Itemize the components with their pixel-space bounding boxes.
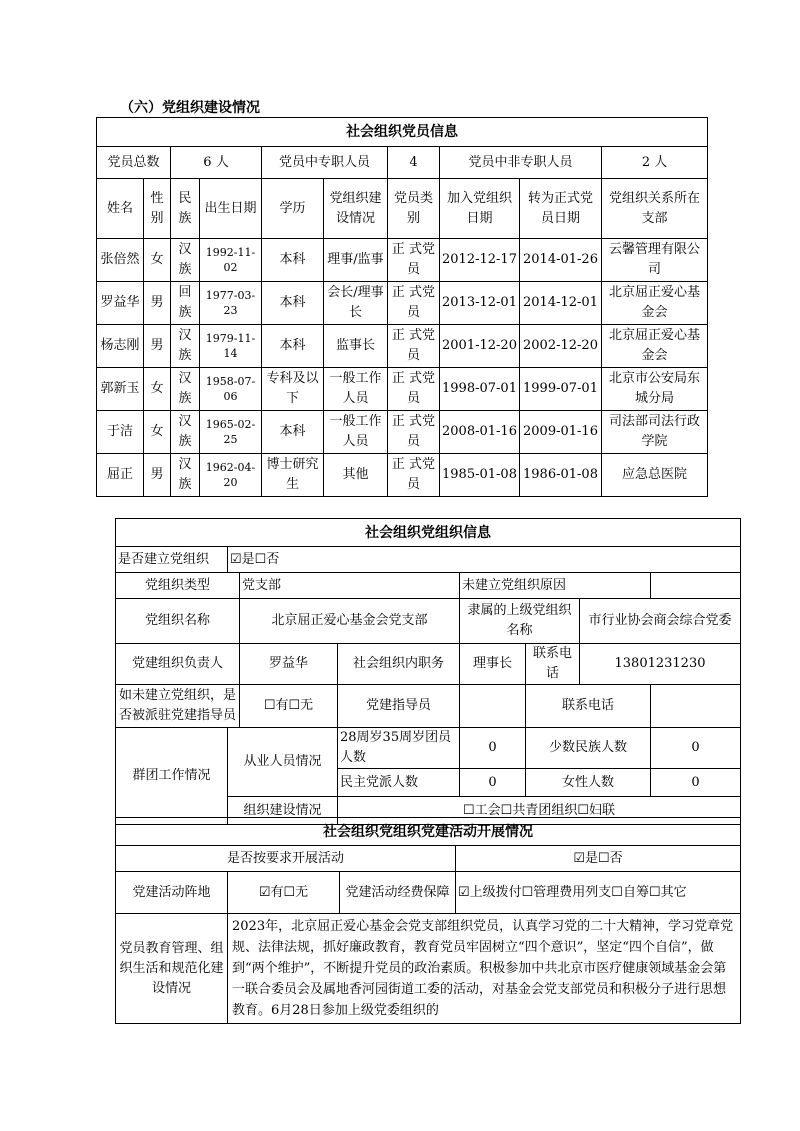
position-value: 理事长: [460, 644, 526, 685]
member-education: 本科: [262, 239, 324, 282]
parttime-value: 2 人: [602, 147, 708, 179]
build-label: 组织建设情况: [228, 797, 338, 825]
members-title: 社会组织党员信息: [97, 118, 708, 147]
instructor-name: [460, 685, 526, 728]
member-member-type: 正 式党员: [388, 325, 440, 368]
member-join-date: 2008-01-16: [440, 411, 520, 454]
build-value[interactable]: ☐工会☐共青团组织☐妇联: [338, 797, 741, 825]
member-name: 张倍然: [97, 239, 144, 282]
org-type-value: 党支部: [240, 573, 460, 599]
org-title: 社会组织党组织信息: [116, 519, 741, 547]
member-formal-date: 1999-07-01: [520, 368, 602, 411]
member-name: 于洁: [97, 411, 144, 454]
member-member-type: 正 式党员: [388, 454, 440, 497]
member-education: 本科: [262, 411, 324, 454]
education-text: 2023年，北京屈正爱心基金会党支部组织党员，认真学习党的二十大精神，学习党章党规、法律法规，抓好廉政教育，教育党员牢固树立“四个意识”，坚定“四个自信”，做到“两个维护”，不断提升党员的政治素质。积极参加中共北京市医疗健康领域基金会第一联合委员会及属地香河园街道工委的活动，对基金会党支部党员和积极分子进行思想教育。6月28日参加上级党委组织的: [228, 914, 741, 1024]
party-members-table: [96, 117, 708, 497]
member-name: 罗益华: [97, 282, 144, 325]
section-title: （六）党组织建设情况: [120, 100, 260, 116]
member-gender: 男: [144, 454, 171, 497]
member-role: 一般工作人员: [324, 411, 388, 454]
table-row: [97, 368, 708, 411]
table-row: [97, 411, 708, 454]
member-ethnicity: 汉族: [171, 325, 200, 368]
instructor-phone: [651, 685, 741, 728]
established-label: 是否建立党组织: [116, 547, 228, 573]
member-birth-date: 1977-03-23: [200, 282, 262, 325]
members-header-cell: 民族: [171, 179, 200, 239]
instructor-label: 党建指导员: [338, 685, 460, 728]
required-label: 是否按要求开展活动: [116, 846, 456, 872]
member-role: 监事长: [324, 325, 388, 368]
members-header-cell: 出生日期: [200, 179, 262, 239]
member-branch: 北京屈正爱心基金会: [602, 282, 708, 325]
member-join-date: 2001-12-20: [440, 325, 520, 368]
member-join-date: 2013-12-01: [440, 282, 520, 325]
required-value[interactable]: ☑是☐否: [456, 846, 741, 872]
member-name: 杨志刚: [97, 325, 144, 368]
member-birth-date: 1979-11-14: [200, 325, 262, 368]
member-member-type: 正 式党员: [388, 411, 440, 454]
members-body: [97, 239, 708, 497]
member-birth-date: 1992-11-02: [200, 239, 262, 282]
total-value: 6 人: [171, 147, 262, 179]
member-join-date: 1985-01-08: [440, 454, 520, 497]
member-formal-date: 2014-12-01: [520, 282, 602, 325]
female-label: 女性人数: [526, 769, 651, 797]
female-value: 0: [651, 769, 741, 797]
member-education: 专科及以下: [262, 368, 324, 411]
member-branch: 云馨管理有限公司: [602, 239, 708, 282]
fulltime-value: 4: [388, 147, 440, 179]
member-birth-date: 1958-07-06: [200, 368, 262, 411]
youth-value: 0: [460, 728, 526, 769]
staff-label: 从业人员情况: [228, 728, 338, 797]
member-education: 本科: [262, 325, 324, 368]
member-gender: 女: [144, 368, 171, 411]
venue-label: 党建活动阵地: [116, 872, 228, 914]
table-row: [97, 282, 708, 325]
member-branch: 北京市公安局东城分局: [602, 368, 708, 411]
member-role: 其他: [324, 454, 388, 497]
member-gender: 男: [144, 325, 171, 368]
fulltime-label: 党员中专职人员: [262, 147, 388, 179]
democratic-value: 0: [460, 769, 526, 797]
activity-title: 社会组织党组织党建活动开展情况: [116, 818, 741, 846]
party-org-table: [115, 518, 741, 825]
members-header-cell: 学历: [262, 179, 324, 239]
democratic-label: 民主党派人数: [338, 769, 460, 797]
member-gender: 女: [144, 239, 171, 282]
table-row: [97, 239, 708, 282]
established-value[interactable]: ☑是☐否: [228, 547, 741, 573]
member-role: 会长/理事长: [324, 282, 388, 325]
member-ethnicity: 汉族: [171, 411, 200, 454]
member-member-type: 正 式党员: [388, 239, 440, 282]
instructor-question: 如未建立党组织，是否被派驻党建指导员: [116, 685, 240, 728]
youth-label: 28周岁35周岁团员人数: [338, 728, 460, 769]
total-label: 党员总数: [97, 147, 171, 179]
member-name: 郭新玉: [97, 368, 144, 411]
party-activity-table: [115, 817, 741, 1024]
org-name-label: 党组织名称: [116, 599, 240, 644]
minority-label: 少数民族人数: [526, 728, 651, 769]
member-role: 理事/监事: [324, 239, 388, 282]
member-branch: 司法部司法行政学院: [602, 411, 708, 454]
member-education: 本科: [262, 282, 324, 325]
member-member-type: 正 式党员: [388, 282, 440, 325]
venue-value[interactable]: ☑有☐无: [228, 872, 340, 914]
member-ethnicity: 回族: [171, 282, 200, 325]
instructor-value[interactable]: ☐有☐无: [240, 685, 338, 728]
phone-value: 13801231230: [580, 644, 741, 685]
member-ethnicity: 汉族: [171, 454, 200, 497]
funding-label: 党建活动经费保障: [340, 872, 456, 914]
parent-org-label: 隶属的上级党组织名称: [460, 599, 580, 644]
instructor-phone-label: 联系电话: [526, 685, 651, 728]
member-member-type: 正 式党员: [388, 368, 440, 411]
minority-value: 0: [651, 728, 741, 769]
member-formal-date: 2009-01-16: [520, 411, 602, 454]
parttime-label: 党员中非专职人员: [440, 147, 602, 179]
member-gender: 男: [144, 282, 171, 325]
members-header-cell: 转为正式党员日期: [520, 179, 602, 239]
org-type-label: 党组织类型: [116, 573, 240, 599]
member-formal-date: 1986-01-08: [520, 454, 602, 497]
reason-label: 未建立党组织原因: [460, 573, 651, 599]
member-join-date: 1998-07-01: [440, 368, 520, 411]
member-birth-date: 1962-04-20: [200, 454, 262, 497]
members-header-cell: 姓名: [97, 179, 144, 239]
member-formal-date: 2002-12-20: [520, 325, 602, 368]
member-ethnicity: 汉族: [171, 368, 200, 411]
member-role: 一般工作人员: [324, 368, 388, 411]
member-join-date: 2012-12-17: [440, 239, 520, 282]
members-header-cell: 性别: [144, 179, 171, 239]
table-row: [97, 454, 708, 497]
member-formal-date: 2014-01-26: [520, 239, 602, 282]
org-name-value: 北京屈正爱心基金会党支部: [240, 599, 460, 644]
parent-org-value: 市行业协会商会综合党委: [580, 599, 741, 644]
members-header-cell: 党组织建设情况: [324, 179, 388, 239]
member-education: 博士研究生: [262, 454, 324, 497]
leader-value: 罗益华: [240, 644, 338, 685]
group-label: 群团工作情况: [116, 728, 228, 825]
members-header-cell: 党组织关系所在支部: [602, 179, 708, 239]
member-birth-date: 1965-02-25: [200, 411, 262, 454]
members-header-row: [97, 179, 708, 239]
phone-label: 联系电话: [526, 644, 580, 685]
members-header-cell: 加入党组织日期: [440, 179, 520, 239]
education-label: 党员教育管理、组织生活和规范化建设情况: [116, 914, 228, 1024]
member-branch: 应急总医院: [602, 454, 708, 497]
member-name: 屈正: [97, 454, 144, 497]
position-label: 社会组织内职务: [338, 644, 460, 685]
table-row: [97, 325, 708, 368]
members-header-cell: 党员类别: [388, 179, 440, 239]
leader-label: 党建组织负责人: [116, 644, 240, 685]
member-ethnicity: 汉族: [171, 239, 200, 282]
member-branch: 北京屈正爱心基金会: [602, 325, 708, 368]
member-gender: 女: [144, 411, 171, 454]
funding-value[interactable]: ☑上级拨付☐管理费用列支☐自筹☐其它: [456, 872, 741, 914]
reason-value: [651, 573, 741, 599]
